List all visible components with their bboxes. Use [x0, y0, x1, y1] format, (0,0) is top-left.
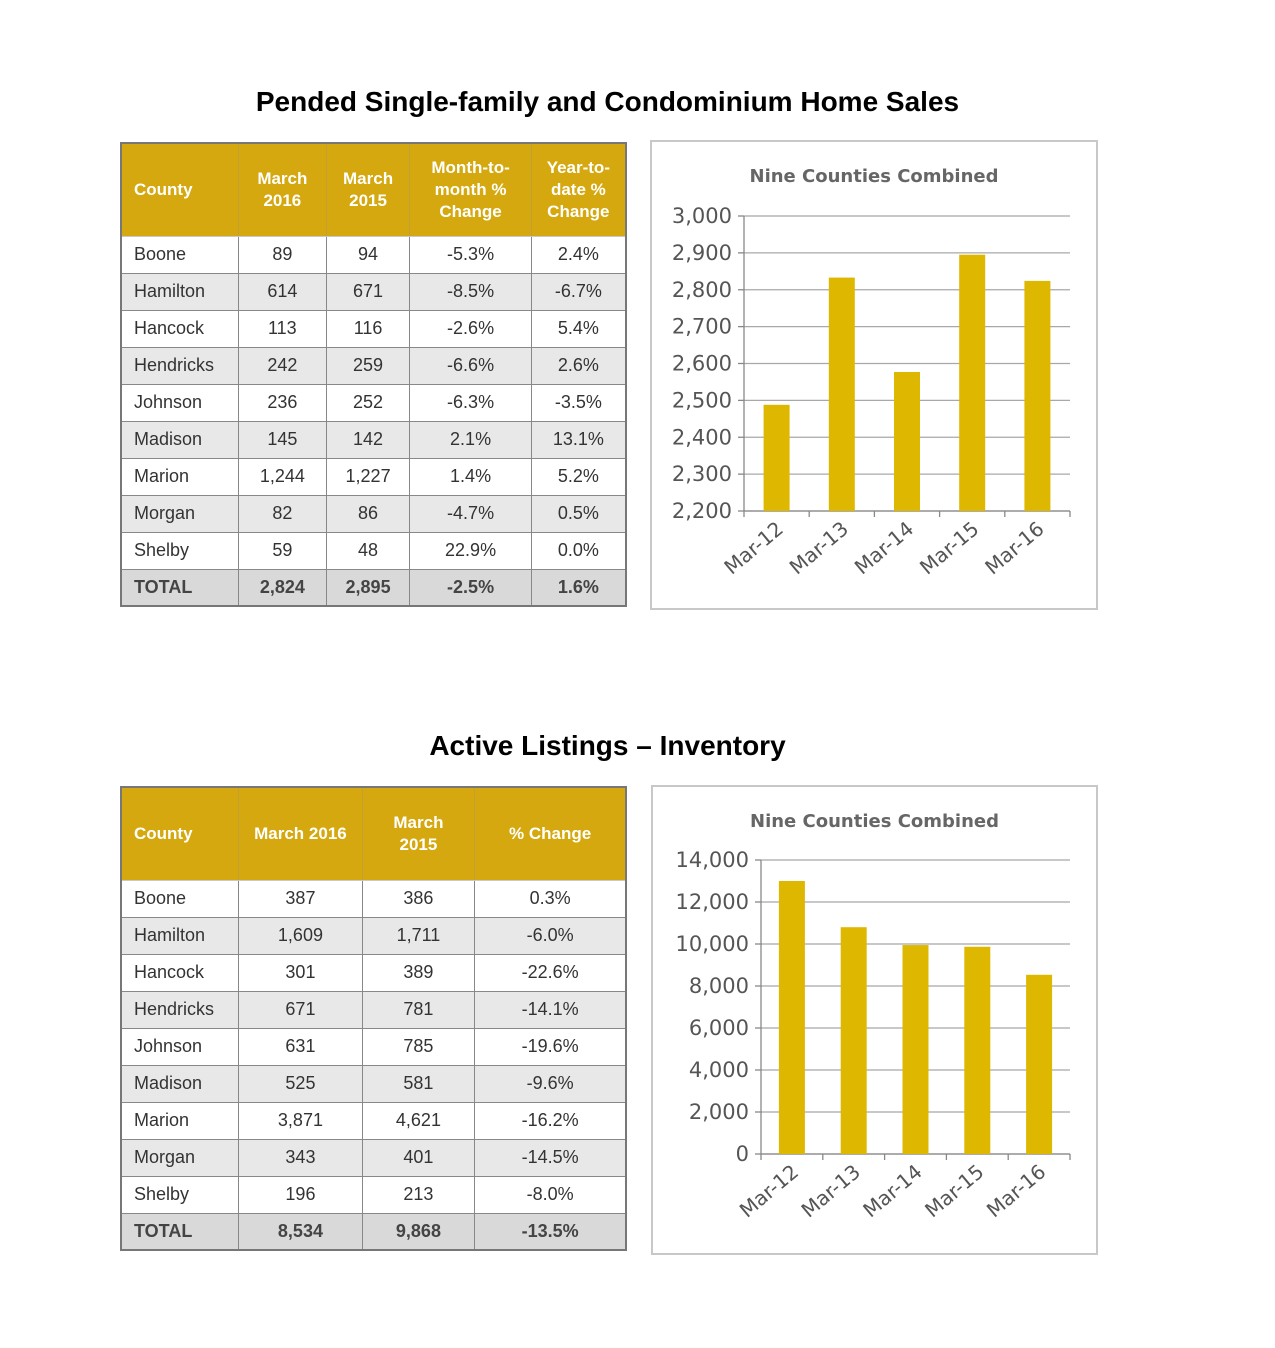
county-name-cell: Shelby: [121, 532, 239, 569]
value-cell: 401: [362, 1139, 475, 1176]
bar-mar-12: [764, 405, 790, 511]
value-cell: 213: [362, 1176, 475, 1213]
total-row: [121, 1213, 626, 1250]
value-cell: 386: [362, 880, 475, 917]
value-cell: 0.5%: [531, 495, 626, 532]
county-name-cell: Johnson: [121, 1028, 239, 1065]
total-value-cell: 9,868: [362, 1213, 475, 1250]
bar-mar-15: [964, 947, 990, 1154]
bar-mar-15: [959, 255, 985, 511]
x-tick-label: Mar-16: [981, 1159, 1051, 1223]
bar-mar-14: [903, 945, 929, 1154]
county-name-cell: Marion: [121, 458, 239, 495]
value-cell: -6.6%: [410, 347, 531, 384]
value-cell: 48: [326, 532, 410, 569]
bar-mar-14: [894, 372, 920, 511]
table-row: [121, 1028, 626, 1065]
table-row: [121, 1065, 626, 1102]
x-tick-label: Mar-12: [734, 1159, 804, 1223]
table-row: [121, 495, 626, 532]
bar-mar-16: [1024, 281, 1050, 511]
county-name-cell: Hancock: [121, 310, 239, 347]
pended-sales-chart-svg: [652, 142, 1096, 608]
x-tick-label: Mar-12: [719, 516, 788, 580]
county-name-cell: Shelby: [121, 1176, 239, 1213]
y-tick-label: 2,800: [671, 277, 732, 302]
total-label-cell: TOTAL: [121, 569, 239, 606]
x-tick-label: Mar-16: [980, 516, 1049, 580]
value-cell: -3.5%: [531, 384, 626, 421]
total-value-cell: -13.5%: [475, 1213, 626, 1250]
value-cell: 3,871: [239, 1102, 362, 1139]
table-row: [121, 273, 626, 310]
table-body: [121, 236, 626, 606]
total-value-cell: 8,534: [239, 1213, 362, 1250]
value-cell: 86: [326, 495, 410, 532]
active-listings-table: [120, 786, 627, 1251]
value-cell: 389: [362, 954, 475, 991]
value-cell: 301: [239, 954, 362, 991]
y-tick-label: 2,900: [671, 240, 732, 265]
value-cell: 236: [239, 384, 327, 421]
value-cell: 13.1%: [531, 421, 626, 458]
y-tick-label: 2,600: [671, 351, 732, 376]
value-cell: 2.4%: [531, 236, 626, 273]
value-cell: 145: [239, 421, 327, 458]
pended-sales-chart: [650, 140, 1098, 610]
table-row: [121, 421, 626, 458]
county-name-cell: Morgan: [121, 495, 239, 532]
bar-mar-16: [1026, 975, 1052, 1154]
total-label-cell: TOTAL: [121, 1213, 239, 1250]
x-tick-label: Mar-15: [915, 516, 984, 580]
value-cell: 0.0%: [531, 532, 626, 569]
value-cell: 1,609: [239, 917, 362, 954]
value-cell: -4.7%: [410, 495, 531, 532]
header-county: County: [121, 787, 239, 880]
value-cell: -8.5%: [410, 273, 531, 310]
section-title-pended-sales: Pended Single-family and Condominium Home Sales: [255, 86, 960, 117]
value-cell: 252: [326, 384, 410, 421]
county-name-cell: Morgan: [121, 1139, 239, 1176]
county-name-cell: Madison: [121, 1065, 239, 1102]
y-tick-label: 2,400: [671, 425, 732, 450]
county-name-cell: Hendricks: [121, 991, 239, 1028]
table-row: [121, 236, 626, 273]
value-cell: 94: [326, 236, 410, 273]
table-row: [121, 458, 626, 495]
y-tick-label: 12,000: [675, 890, 749, 914]
table-row: [121, 954, 626, 991]
x-tick-label: Mar-13: [784, 516, 854, 580]
value-cell: 1,227: [326, 458, 410, 495]
value-cell: 113: [239, 310, 327, 347]
value-cell: 614: [239, 273, 327, 310]
bar-mar-13: [841, 927, 867, 1154]
pended-sales-table: [120, 142, 627, 607]
total-value-cell: 1.6%: [531, 569, 626, 606]
y-tick-label: 14,000: [675, 848, 749, 872]
value-cell: -16.2%: [475, 1102, 626, 1139]
county-name-cell: Marion: [121, 1102, 239, 1139]
value-cell: 1.4%: [410, 458, 531, 495]
value-cell: -8.0%: [475, 1176, 626, 1213]
value-cell: -9.6%: [475, 1065, 626, 1102]
county-name-cell: Hendricks: [121, 347, 239, 384]
value-cell: 59: [239, 532, 327, 569]
county-name-cell: Boone: [121, 236, 239, 273]
value-cell: -14.1%: [475, 991, 626, 1028]
value-cell: 89: [239, 236, 327, 273]
value-cell: 2.6%: [531, 347, 626, 384]
value-cell: -6.3%: [410, 384, 531, 421]
county-name-cell: Johnson: [121, 384, 239, 421]
value-cell: -6.0%: [475, 917, 626, 954]
active-listings-chart-svg: [653, 787, 1096, 1253]
table-row: [121, 532, 626, 569]
y-tick-label: 2,700: [671, 314, 732, 339]
value-cell: 142: [326, 421, 410, 458]
header-march-2015: March 2015: [326, 143, 410, 236]
value-cell: 82: [239, 495, 327, 532]
value-cell: 781: [362, 991, 475, 1028]
value-cell: 0.3%: [475, 880, 626, 917]
y-tick-label: 6,000: [688, 1016, 749, 1040]
chart-title: Nine Counties Combined: [750, 811, 999, 832]
value-cell: 581: [362, 1065, 475, 1102]
value-cell: -2.6%: [410, 310, 531, 347]
header-county: County: [121, 143, 239, 236]
table-body: [121, 880, 626, 1250]
y-tick-label: 0: [735, 1142, 749, 1166]
y-tick-label: 2,500: [671, 388, 732, 413]
y-tick-label: 2,200: [671, 499, 732, 523]
value-cell: 671: [239, 991, 362, 1028]
x-tick-label: Mar-14: [858, 1159, 927, 1223]
value-cell: 4,621: [362, 1102, 475, 1139]
value-cell: -19.6%: [475, 1028, 626, 1065]
table-row: [121, 310, 626, 347]
value-cell: 387: [239, 880, 362, 917]
table-row: [121, 991, 626, 1028]
value-cell: 343: [239, 1139, 362, 1176]
table-row: [121, 347, 626, 384]
header-year-to-date-change: Year-to-date % Change: [531, 143, 626, 236]
y-tick-label: 10,000: [675, 932, 749, 956]
chart-title: Nine Counties Combined: [749, 166, 999, 187]
section-title-active-listings: Active Listings – Inventory: [429, 730, 786, 761]
value-cell: 5.4%: [531, 310, 626, 347]
value-cell: 22.9%: [410, 532, 531, 569]
county-name-cell: Hamilton: [121, 273, 239, 310]
value-cell: 5.2%: [531, 458, 626, 495]
county-name-cell: Hancock: [121, 954, 239, 991]
value-cell: 116: [326, 310, 410, 347]
value-cell: 1,244: [239, 458, 327, 495]
x-tick-label: Mar-13: [796, 1159, 865, 1223]
table-row: [121, 1139, 626, 1176]
y-tick-label: 8,000: [688, 974, 749, 998]
header-march-2016: March 2016: [239, 143, 327, 236]
value-cell: -22.6%: [475, 954, 626, 991]
x-tick-label: Mar-14: [849, 516, 919, 580]
value-cell: -14.5%: [475, 1139, 626, 1176]
x-tick-label: Mar-15: [920, 1159, 989, 1223]
value-cell: 196: [239, 1176, 362, 1213]
bar-mar-12: [779, 881, 805, 1154]
header-month-to-month-change: Month-to-month % Change: [410, 143, 531, 236]
header-march-2015: March 2015: [362, 787, 475, 880]
value-cell: 631: [239, 1028, 362, 1065]
header-percent-change: % Change: [475, 787, 626, 880]
value-cell: 525: [239, 1065, 362, 1102]
value-cell: 1,711: [362, 917, 475, 954]
county-name-cell: Madison: [121, 421, 239, 458]
y-tick-label: 2,000: [688, 1100, 749, 1124]
value-cell: 785: [362, 1028, 475, 1065]
y-tick-label: 3,000: [671, 204, 732, 228]
value-cell: 242: [239, 347, 327, 384]
table-row: [121, 917, 626, 954]
value-cell: -5.3%: [410, 236, 531, 273]
value-cell: 259: [326, 347, 410, 384]
total-value-cell: -2.5%: [410, 569, 531, 606]
header-march-2016: March 2016: [239, 787, 362, 880]
y-tick-label: 4,000: [688, 1058, 749, 1082]
value-cell: 2.1%: [410, 421, 531, 458]
value-cell: -6.7%: [531, 273, 626, 310]
table-row: [121, 1102, 626, 1139]
value-cell: 671: [326, 273, 410, 310]
total-value-cell: 2,824: [239, 569, 327, 606]
county-name-cell: Boone: [121, 880, 239, 917]
table-row: [121, 880, 626, 917]
y-tick-label: 2,300: [671, 462, 732, 487]
bar-mar-13: [829, 278, 855, 511]
table-row: [121, 1176, 626, 1213]
county-name-cell: Hamilton: [121, 917, 239, 954]
total-row: [121, 569, 626, 606]
table-row: [121, 384, 626, 421]
total-value-cell: 2,895: [326, 569, 410, 606]
active-listings-chart: [651, 785, 1098, 1255]
